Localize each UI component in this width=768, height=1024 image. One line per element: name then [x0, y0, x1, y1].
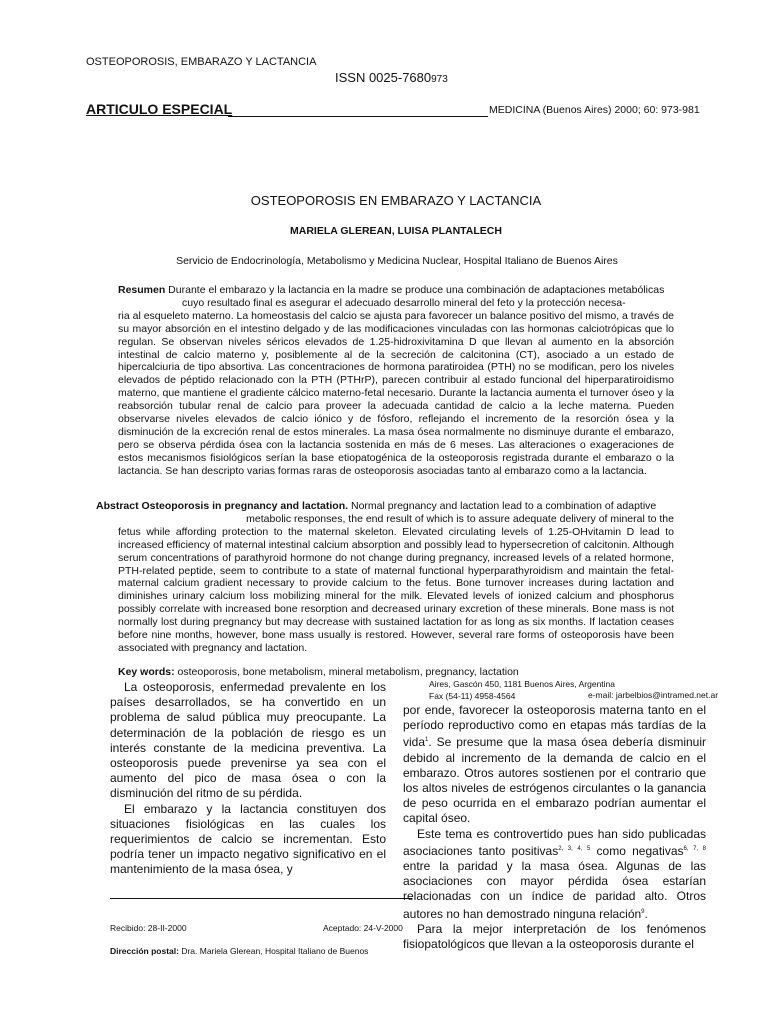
footnote-rule	[110, 898, 412, 899]
resumen-line-1-text: Durante el embarazo y la lactancia en la madre se produce una combinación de adaptaciones metabólicas	[165, 284, 665, 296]
received-date: Recibido: 28-II-2000	[110, 923, 187, 933]
column2-paragraph-3: Para la mejor interpretación de los fenómenos fisiopatológicos que llevan a la osteoporosis durante el	[403, 921, 706, 952]
issn-number: ISSN 0025-7680	[335, 70, 432, 85]
column2-p2-text-b: como negativas	[590, 843, 684, 858]
resumen-line-2: cuyo resultado final es asegurar el adecuado desarrollo mineral del feto y la protección necesa-	[182, 296, 626, 309]
column2-paragraph-1	[403, 703, 706, 827]
citation-ref: 9	[641, 908, 645, 915]
abstract-line-2: metabolic responses, the end result of which is to assure adequate delivery of mineral to the	[246, 512, 674, 525]
body-column-2	[403, 703, 706, 952]
column2-p2-text-c: entre la paridad y la masa ósea. Algunas de las asociaciones con mayor pérdida ósea estarían relacionadas con un índice de paridad alto. Otros autores no han demostrado ninguna relación	[403, 859, 706, 921]
column2-paragraph-2	[403, 827, 706, 922]
body-column-1	[110, 680, 386, 878]
column2-p2-text-d: .	[644, 906, 648, 921]
resumen-body: ria al esqueleto materno. La homeostasis del calcio se ajusta para favorecer un balance positivo del mismo, a través de su mayor absorción en el intestino delgado y de las modificaciones vinculadas con las hormonas calciotrópicas que lo regulan. Se observan niveles séricos elevados de 1.25-hidroxivitamina D que llevan al aumento en la absorción intestinal de calcio materno y, posiblemente al de la secreción de calcitonina (CT), asociado a un estado de hipercalciuria de tipo absortiva. Las concentraciones de hormona paratiroidea (PTH) no se modifican, pero los niveles elevados de péptido relacionado con la PTH (PTHrP), parecen contribuir al estado funcional del hiperparatiroidismo materno, que mantiene el gradiente cálcico materno-fetal necesario. Durante la lactancia aumenta el turnover óseo y la reabsorción tubular renal de calcio para proveer la adecuada cantidad de calcio a la leche materna. Pueden observarse niveles elevados de calcio iónico y de fósforo, reflejando el incremento de la resorción ósea y la disminución de la excreción renal de estos minerales. La masa ósea normalmente no disminuye durante el embarazo, pero se observa pérdida ósea con la lactancia sostenida en más de 6 meses. Las alteraciones o exageraciones de estos mecanismos fisiológicos serían la base etiopatogénica de la osteoporosis registrada durante el embarazo o la lactancia. Se han descripto varias formas raras de osteoporosis asociadas tanto al embarazo como a la lactancia.	[118, 309, 674, 477]
postal-label: Dirección postal:	[110, 946, 179, 956]
journal-reference: MEDICINA (Buenos Aires) 2000; 60: 973-981	[489, 104, 700, 116]
accepted-date: Aceptado: 24-V-2000	[323, 923, 403, 933]
section-label: ARTICULO ESPECIAL	[86, 101, 233, 117]
issn	[335, 70, 448, 85]
abstract-line-1-text: Normal pregnancy and lactation lead to a combination of adaptive	[348, 500, 657, 512]
column2-p1-text-a: por ende, favorecer la osteoporosis materna tanto en el período reproductivo como en etapas más tardías de la vida	[403, 703, 706, 750]
column1-paragraph-1: La osteoporosis, enfermedad prevalente en los países desarrollados, se ha convertido en un problema de salud pública muy preocupante. La determinación de la población de riesgo es un interés constante de la medicina preventiva. La osteoporosis puede prevenirse ya sea con el aumento del pico de masa ósea o con la disminución del ritmo de su pérdida.	[110, 680, 386, 801]
resumen-block	[118, 284, 674, 478]
email-line: e-mail: jarbelbios@intramed.net.ar	[588, 690, 719, 700]
abstract-block	[96, 500, 674, 655]
abstract-line-1	[96, 500, 674, 513]
keywords-text: osteoporosis, bone metabolism, mineral metabolism, pregnancy, lactation	[174, 666, 519, 678]
postal-address	[110, 946, 368, 956]
keywords	[118, 666, 519, 678]
resumen-label: Resumen	[118, 284, 166, 296]
section-rule	[228, 116, 488, 117]
citation-ref: 6, 7, 8	[683, 845, 707, 852]
article-affiliation: Servicio de Endocrinología, Metabolismo y Medicina Nuclear, Hospital Italiano de Buenos Aires	[176, 255, 618, 267]
resumen-line-1	[118, 284, 674, 297]
citation-ref: 2, 3, 4, 5	[558, 845, 591, 852]
postal-text: Dra. Mariela Glerean, Hospital Italiano de Buenos	[178, 946, 369, 956]
article-title: OSTEOPOROSIS EN EMBARAZO Y LACTANCIA	[250, 193, 542, 208]
keywords-label: Key words:	[118, 666, 175, 678]
fax-line: Fax (54-11) 4958-4564	[429, 691, 516, 701]
abstract-body: fetus while affording protection to the maternal skeleton. Elevated circulating levels of 1.25-OHvitamin D lead to increased efficiency of maternal intestinal calcium absorption and possibly lead to hypersecretion of calcitonin. Although serum concentrations of parathyroid hormone do not change during pregnancy, increased levels of a related hormone, PTH-related peptide, seem to contribute to a state of maternal functional hyperparathyroidism and maintain the fetal-maternal calcium gradient necessary to provide calcium to the fetus. Bone turnover increases during lactation and diminishes urinary calcium loss mobilizing mineral for the milk. Elevated levels of ionized calcium and phosphorus possibly correlate with increased bone resorption and decreased urinary excretion of these minerals. Bone mass is not normally lost during pregnancy but may decrease with sustained lactation for as long as six months. If lactation ceases before nine months, however, bone mass usually is restored. However, several rare forms of osteoporosis have been associated with pregnancy and lactation.	[118, 525, 674, 654]
citation-ref: 1	[425, 737, 429, 744]
address-line: Aires, Gascón 450, 1181 Buenos Aires, Argentina	[429, 679, 616, 689]
abstract-label: Abstract Osteoporosis in pregnancy and lactation.	[96, 500, 349, 512]
column1-paragraph-2: El embarazo y la lactancia constituyen dos situaciones fisiológicas en las cuales los requerimientos de calcio se incrementan. Esto podría tener un impacto negativo significativo en el mantenimiento de la masa ósea, y	[110, 801, 386, 877]
running-title: OSTEOPOROSIS, EMBARAZO Y LACTANCIA	[86, 56, 317, 68]
column2-p1-text-b: . Se presume que la masa ósea debería disminuir debido al incremento de la demanda de calcio en el embarazo. Otros autores sostienen por el contrario que los altos niveles de estrógenos circulantes o la ganancia de peso ocurrida en el embarazo podrían aumentar el capital óseo.	[403, 735, 706, 826]
page-number: 973	[431, 74, 448, 85]
column2-p2-text-a: Este tema es controvertido pues han sido publicadas asociaciones tanto positivas	[403, 826, 706, 858]
article-authors: MARIELA GLEREAN, LUISA PLANTALECH	[290, 225, 502, 237]
